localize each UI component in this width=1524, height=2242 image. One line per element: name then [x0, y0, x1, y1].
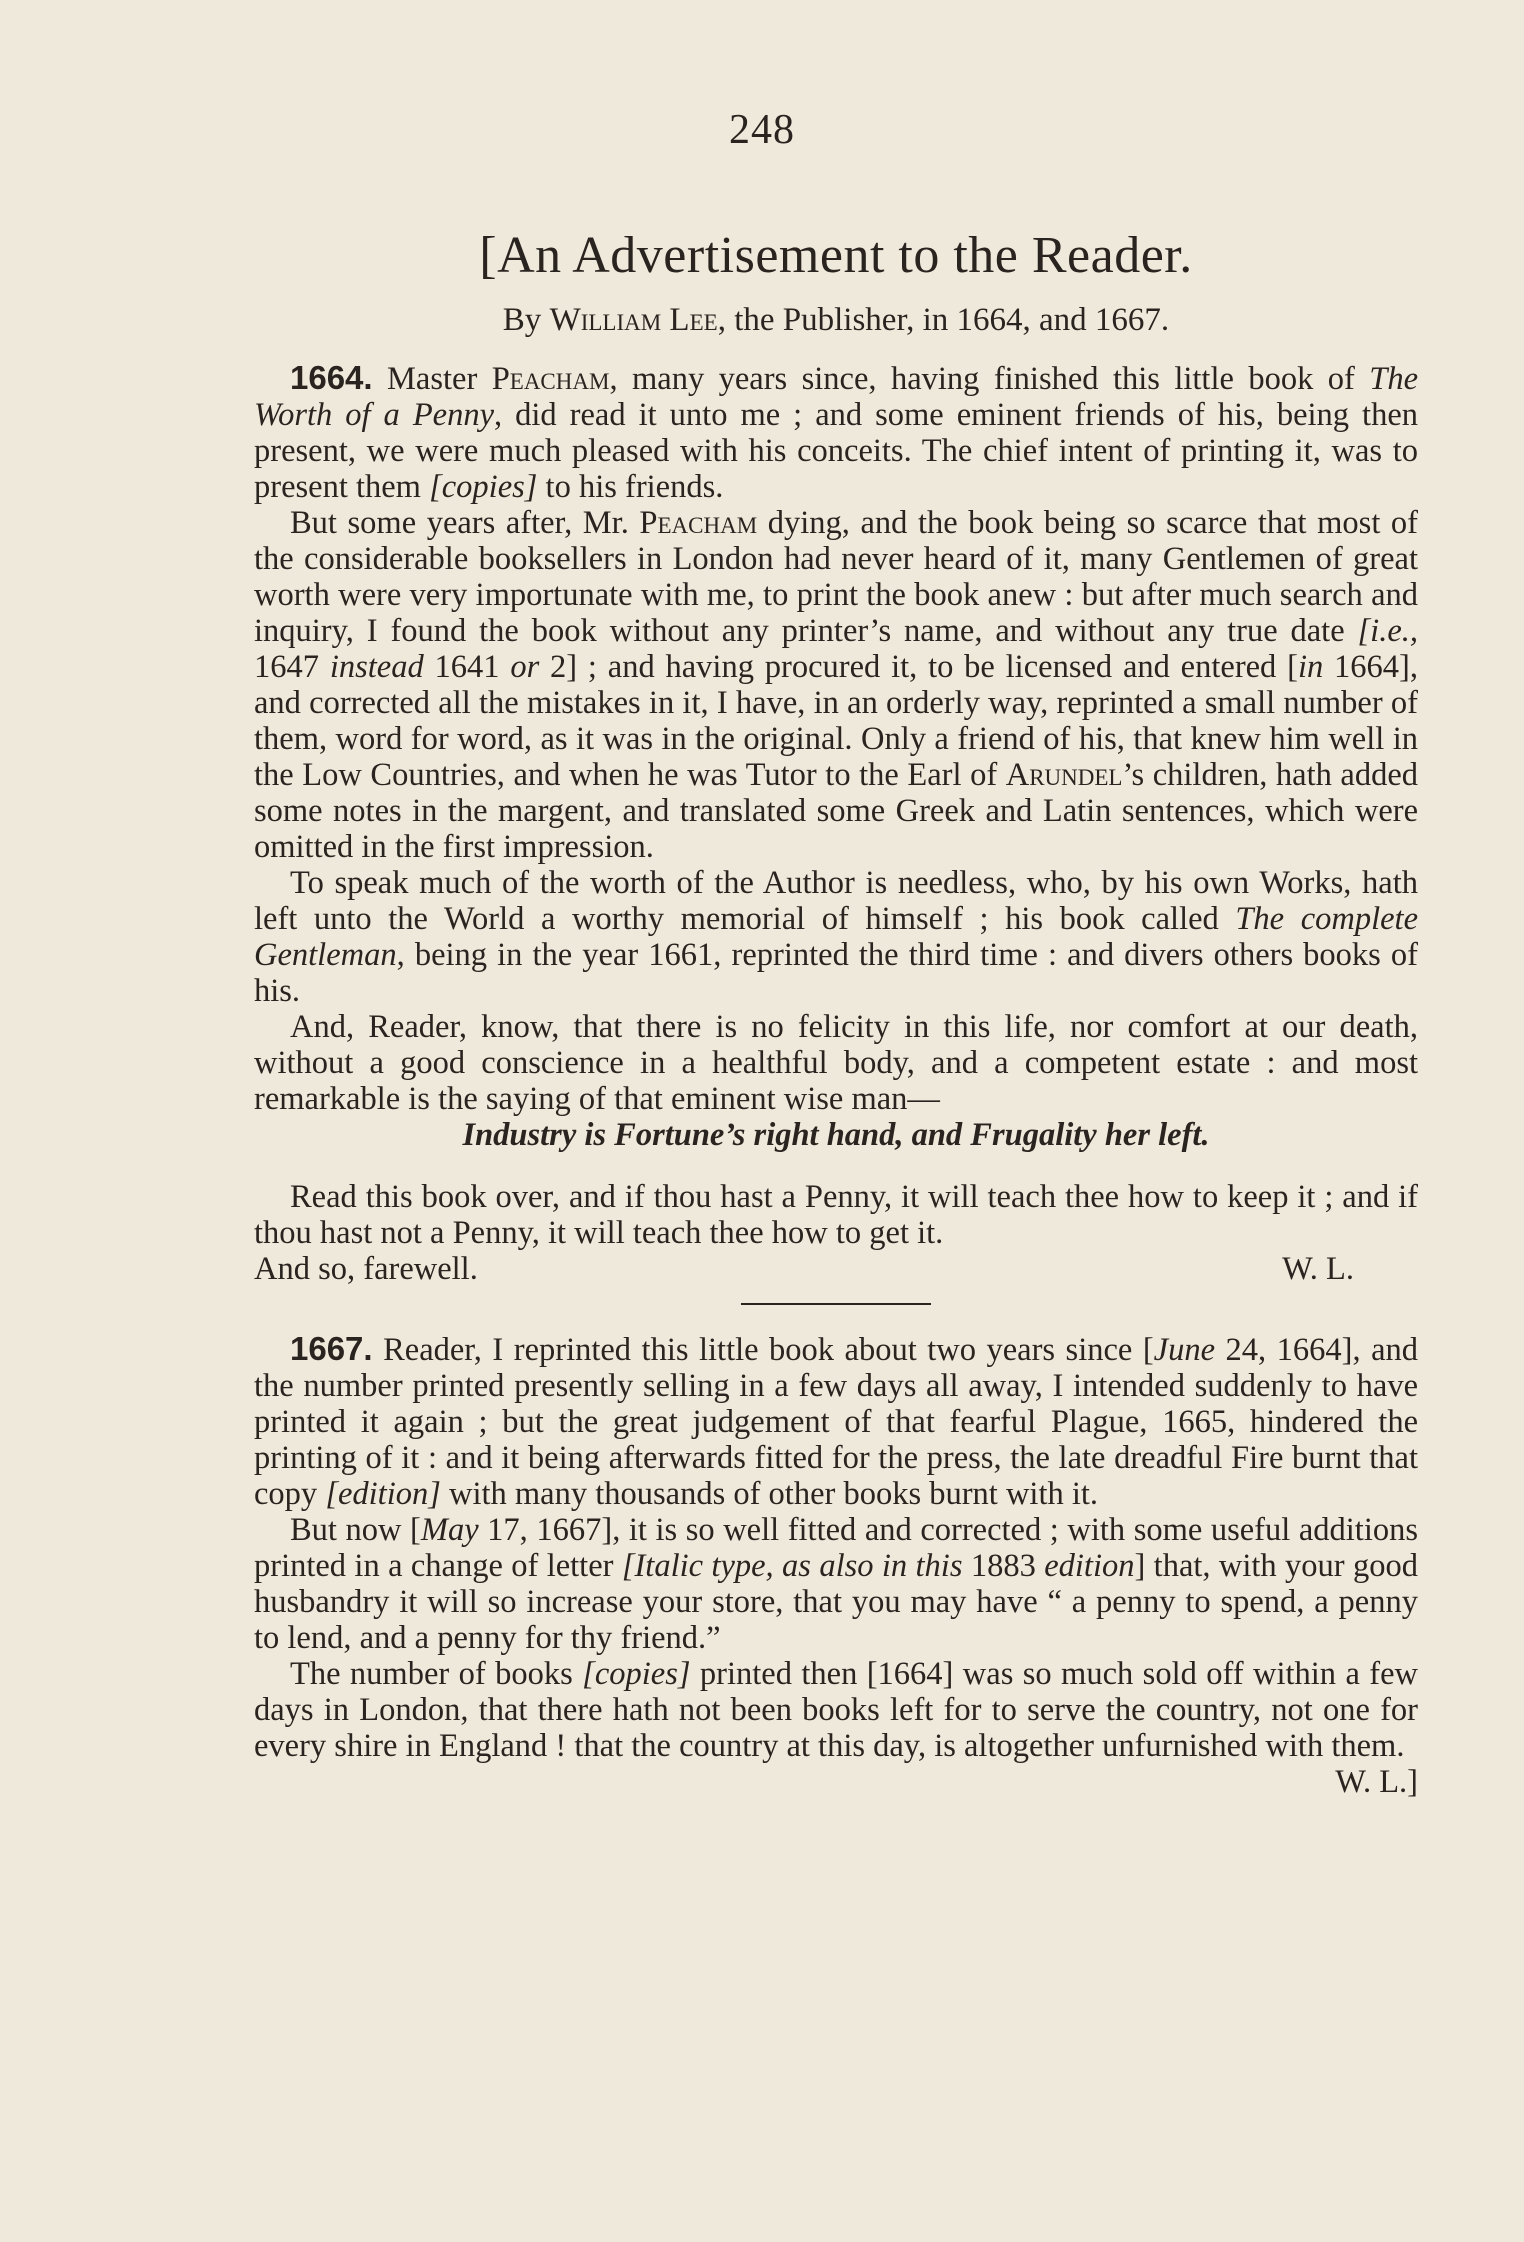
book-title: The complete Gentleman	[254, 901, 1418, 973]
book-title: The Worth of a Penny	[254, 361, 1418, 433]
byline: By William Lee, the Publisher, in 1664, and 1667.	[502, 302, 1170, 338]
paragraph-1667-1: 1667. Reader, I reprinted this little book about two years since [June 24, 1664], and the number printed presently selling in a few days all away, I intended suddenly to have printed it again ; but the great judgement of that fearful Plague, 1665, hindered the printing of it : and it being afterwards fitted for the press, the late dreadful Fire burnt that copy [edition] with many thousands of other books burnt with it.	[254, 1330, 1418, 1512]
paragraph-1664-1: 1664. Master Peacham, many years since, having finished this little book of The Worth of a Penny, did read it unto me ; and some eminent friends of his, being then present, we were much pleased with his conceits. The chief intent of printing it, was to present them [copies] to his friends.	[254, 359, 1418, 505]
section-divider	[741, 1303, 931, 1305]
maxim: Industry is Fortune’s right hand, and Frugality her left.	[462, 1117, 1210, 1153]
publisher-name: William Lee	[549, 302, 718, 338]
paragraph-1664-5: Read this book over, and if thou hast a Penny, it will teach thee how to keep it ; and if thou hast not a Penny, it will teach thee how to get it.	[254, 1179, 1418, 1251]
text-block	[254, 226, 1418, 1800]
paragraph-1667-3: The number of books [copies] printed then [1664] was so much sold off within a few days in London, that there hath not been books left for to serve the country, not one for every shire in England ! that the country at this day, is altogether unfurnished with them. W. L.]	[254, 1656, 1418, 1800]
closing-line: And so, farewell. W. L.	[254, 1251, 1354, 1287]
paragraph-1664-4: And, Reader, know, that there is no felicity in this life, nor comfort at our death, without a good conscience in a healthful body, and a competent estate : and most remarkable is the saying of that eminent wise man—	[254, 1009, 1418, 1117]
year-heading-1667: 1667.	[290, 1330, 373, 1367]
final-signature: W. L.]	[1335, 1764, 1418, 1800]
paragraph-1664-2: But some years after, Mr. Peacham dying, and the book being so scarce that most of the considerable booksellers in London had never heard of it, many Gentlemen of great worth were very importunate with me, to print the book anew : but after much search and inquiry, I found the book without any printer’s name, and without any true date [i.e., 1647 instead 1641 or 2] ; and having procured it, to be licensed and entered [in 1664], and corrected all the mistakes in it, I have, in an orderly way, reprinted a small number of them, word for word, as it was in the original. Only a friend of his, that knew him well in the Low Countries, and when he was Tutor to the Earl of Arundel’s children, hath added some notes in the margent, and translated some Greek and Latin sentences, which were omitted in the first impression.	[254, 505, 1419, 865]
paragraph-1667-2: But now [May 17, 1667], it is so well fitted and corrected ; with some useful additions printed in a change of letter [Italic type, as also in this 1883 edition] that, with your good husbandry it will so increase your store, that you may have “ a penny to spend, a penny to lend, and a penny for thy friend.”	[254, 1512, 1419, 1656]
page-number: 248	[729, 107, 795, 153]
page-title: [An Advertisement to the Reader.	[479, 227, 1193, 284]
year-heading-1664: 1664.	[290, 359, 373, 396]
signature: W. L.	[1282, 1251, 1354, 1287]
paragraph-1664-3: To speak much of the worth of the Author is needless, who, by his own Works, hath left unto the World a worthy memorial of himself ; his book called The complete Gentleman, being in the year 1661, reprinted the third time : and divers others books of his.	[254, 865, 1418, 1009]
